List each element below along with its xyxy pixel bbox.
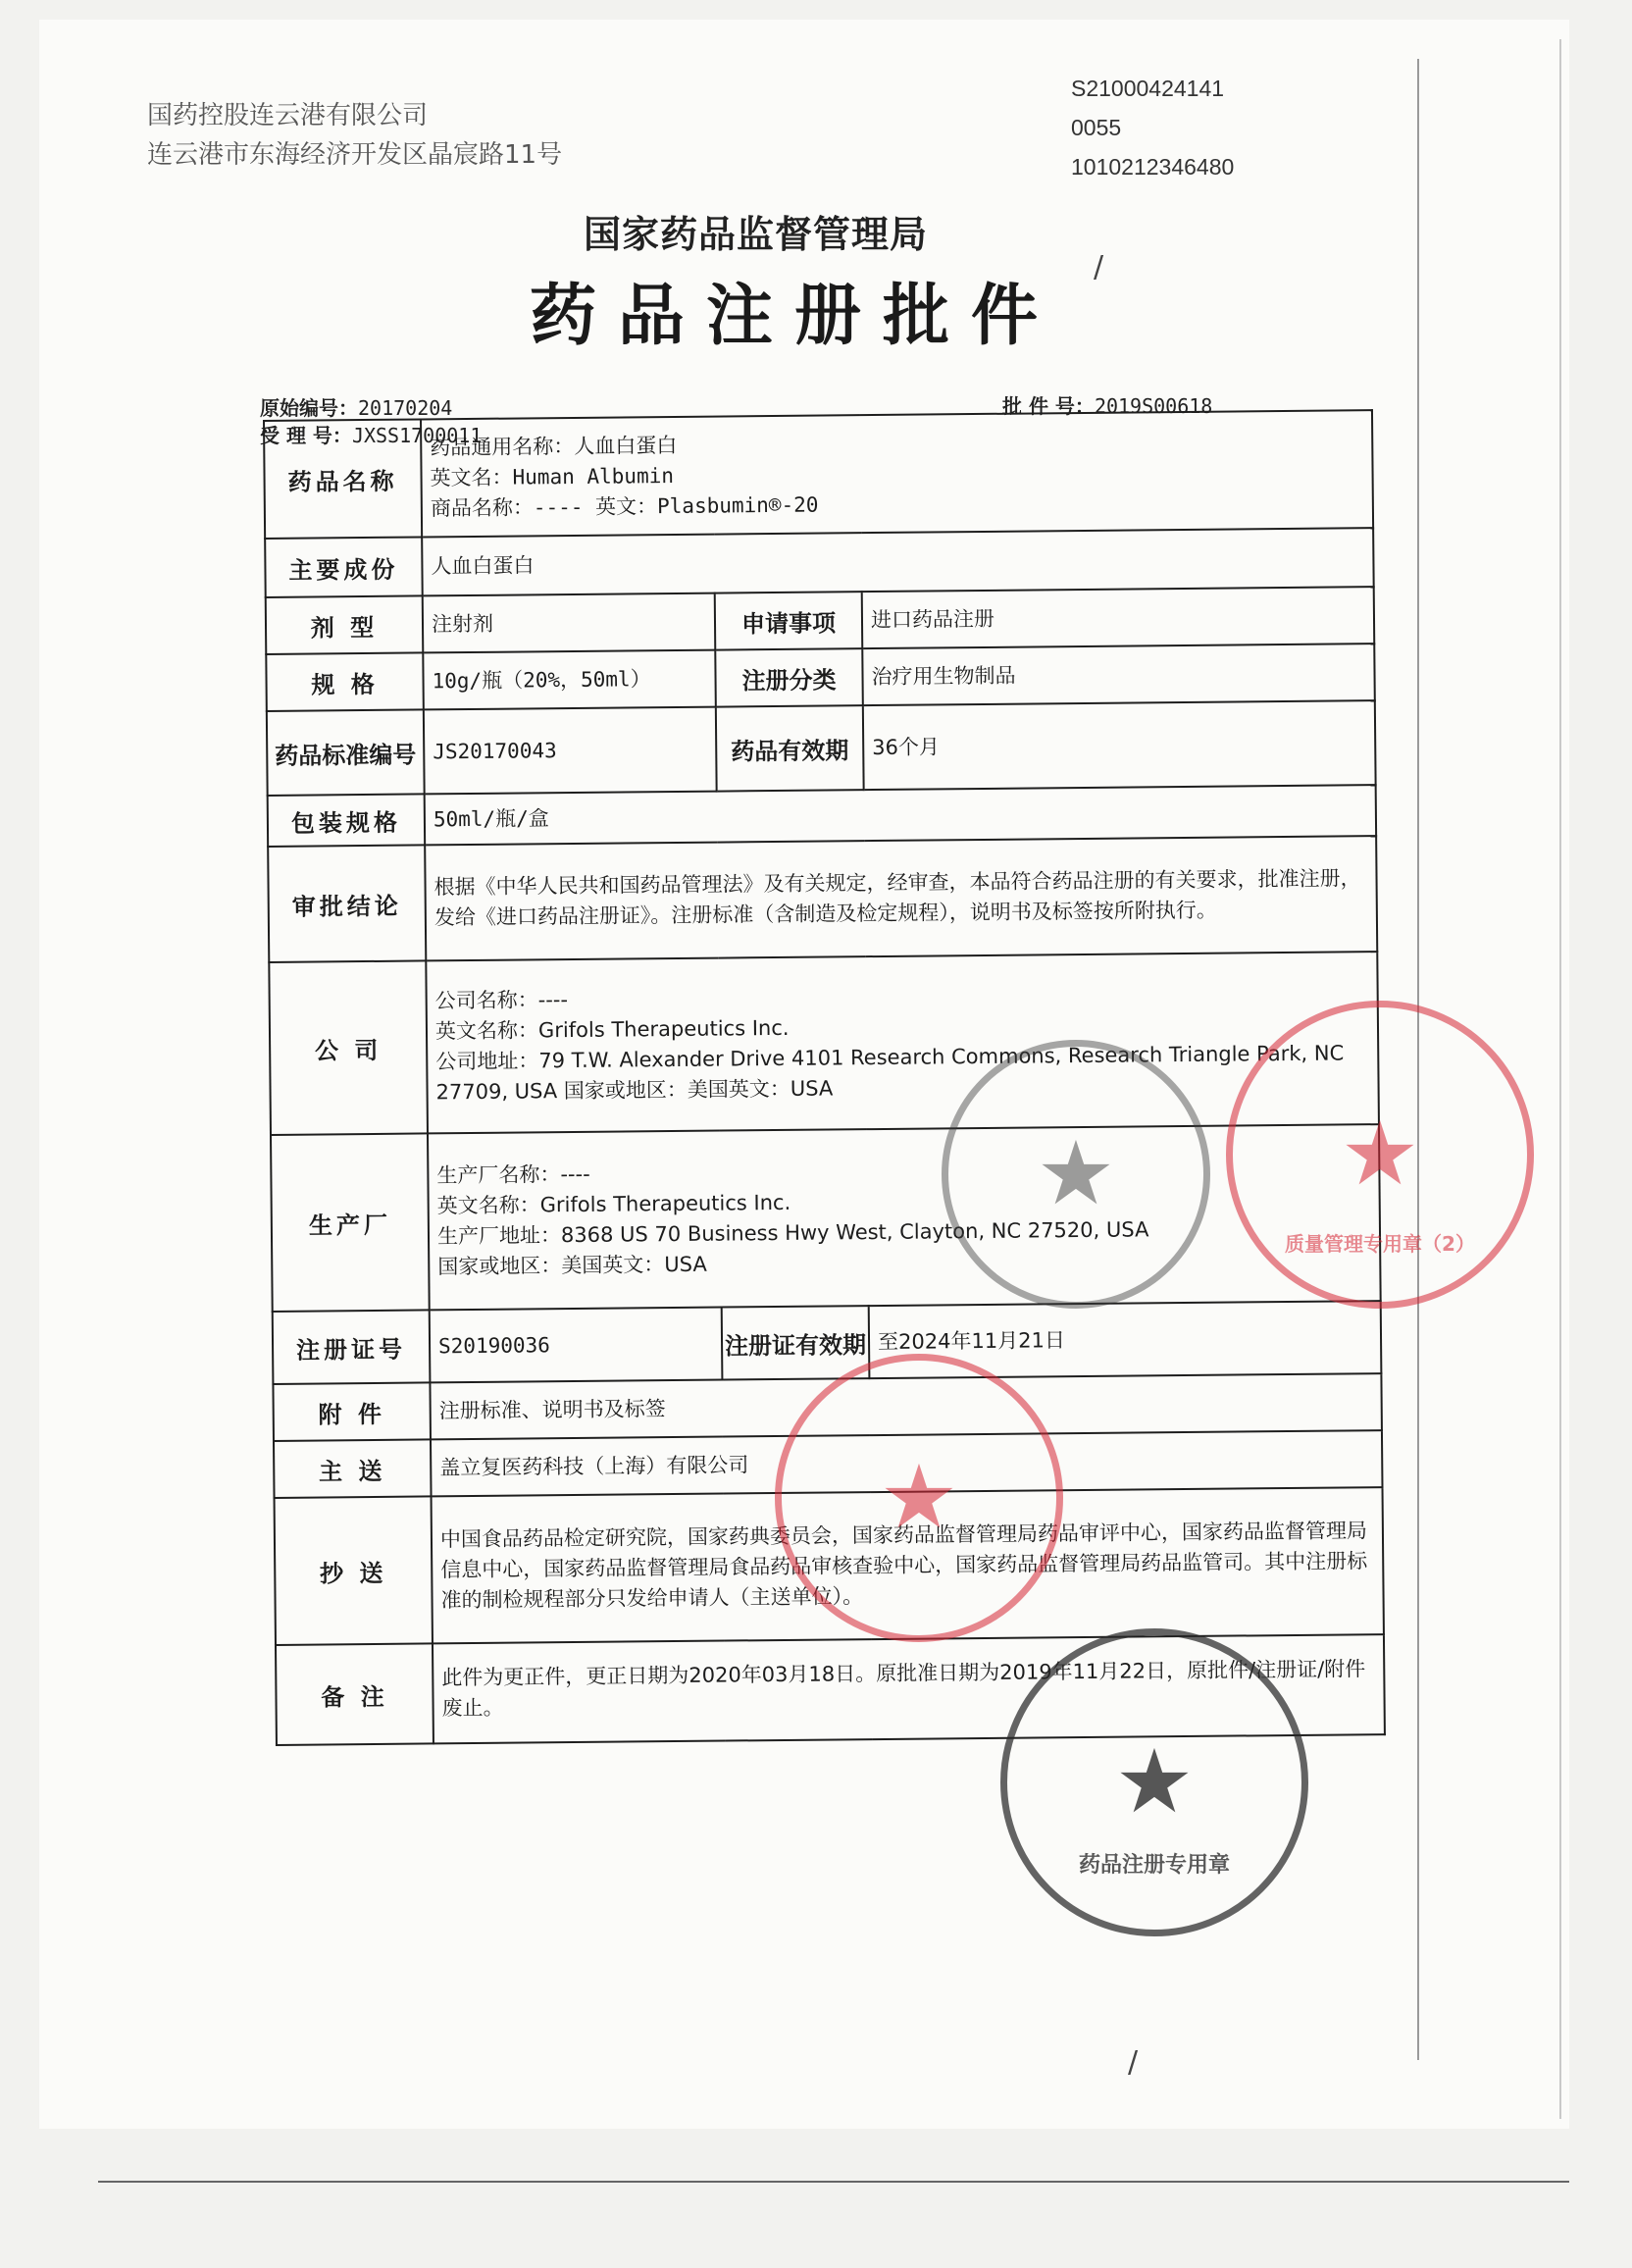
tracking-ids xyxy=(1071,69,1234,186)
manufacturer-country: 国家或地区：美国英文：USA xyxy=(437,1252,707,1279)
scan-edge-line xyxy=(1559,39,1561,2119)
original-number-value: 20170204 xyxy=(358,396,453,420)
table-row xyxy=(269,952,1379,1135)
row-label: 附 件 xyxy=(273,1382,431,1441)
generic-name: 药品通用名称：人血白蛋白 xyxy=(430,433,678,459)
star-icon: ★ xyxy=(1340,1103,1420,1206)
issuer-header xyxy=(147,96,562,175)
row-label: 申请事项 xyxy=(715,592,863,649)
issuer-address: 连云港市东海经济开发区晶宸路11号 xyxy=(147,140,563,170)
shelf-life-value: 36个月 xyxy=(863,700,1376,790)
pen-mark: / xyxy=(1128,2045,1139,2080)
tracking-id: 1010212346480 xyxy=(1071,154,1235,180)
table-row xyxy=(267,700,1376,796)
certificate-validity-value: 至2024年11月21日 xyxy=(869,1301,1382,1378)
table-row xyxy=(268,836,1377,962)
row-label: 剂 型 xyxy=(266,595,424,654)
quality-seal-stamp xyxy=(1226,1001,1534,1309)
issuer-company: 国药控股连云港有限公司 xyxy=(147,101,429,130)
official-seal-label: 药品注册专用章 xyxy=(1078,1853,1230,1878)
registration-category-value: 治疗用生物制品 xyxy=(862,644,1375,705)
row-label: 包装规格 xyxy=(268,794,425,847)
tracking-id: S21000424141 xyxy=(1071,76,1225,101)
table-row xyxy=(264,410,1373,539)
conclusion-value: 根据《中华人民共和国药品管理法》及有关规定，经审查，本品符合药品注册的有关要求，批准注册，发给《进口药品注册证》。注册标准（含制造及检定规程），说明书及标签按所附执行。 xyxy=(425,836,1377,960)
original-number-label: 原始编号： xyxy=(260,396,358,420)
registration-number-value: S20190036 xyxy=(430,1308,723,1383)
document-title: 药品注册批件 xyxy=(530,277,1060,355)
row-label: 注册证号 xyxy=(273,1310,431,1384)
star-icon: ★ xyxy=(1114,1730,1195,1833)
spec-value: 10g/瓶（20%，50ml） xyxy=(423,650,716,710)
star-icon: ★ xyxy=(1036,1122,1116,1225)
row-label: 抄 送 xyxy=(275,1496,433,1645)
manufacturer-name: 生产厂名称：---- xyxy=(436,1161,590,1188)
company-english-name: 英文名称：Grifols Therapeutics Inc. xyxy=(434,1015,790,1044)
remarks-value: 此件为更正件，更正日期为2020年03月18日。原批准日期为2019年11月22日，原批件/注册证/附件废止。 xyxy=(433,1634,1385,1743)
original-number xyxy=(260,392,452,421)
dosage-value: 注射剂 xyxy=(423,593,716,653)
row-label: 备 注 xyxy=(276,1643,434,1745)
send-to-value: 盖立复医药科技（上海）有限公司 xyxy=(431,1430,1383,1496)
row-label: 公 司 xyxy=(269,960,428,1135)
trade-name: 商品名称：---- 英文：Plasbumin®-20 xyxy=(430,492,819,520)
ingredient-value: 人血白蛋白 xyxy=(422,528,1374,595)
acceptance-number-value: JXSS1700011 xyxy=(351,424,483,447)
row-label: 规 格 xyxy=(266,652,424,711)
table-row xyxy=(271,1124,1381,1312)
package-value: 50ml/瓶/盒 xyxy=(425,785,1376,845)
approval-number-value: 2019S00618 xyxy=(1094,394,1213,418)
company-address: 公司地址：79 T.W. Alexander Drive 4101 Research Commons, Research Triangle Park, NC 27709, USA 国家或地区：美国英文：USA xyxy=(435,1041,1345,1105)
standard-number-value: JS20170043 xyxy=(424,707,717,795)
agency-name: 国家药品监督管理局 xyxy=(584,213,929,256)
company-seal-stamp xyxy=(942,1040,1210,1309)
row-label: 主 送 xyxy=(274,1439,432,1498)
manufacturer-address: 生产厂地址：8368 US 70 Business Hwy West, Clayton, NC 27520, USA xyxy=(436,1217,1149,1249)
quality-seal-label: 质量管理专用章（2） xyxy=(1285,1232,1475,1256)
star-icon: ★ xyxy=(879,1446,959,1549)
company-name: 公司名称：---- xyxy=(434,988,569,1013)
official-registration-seal xyxy=(1000,1628,1308,1936)
manufacturer-english-name: 英文名称：Grifols Therapeutics Inc. xyxy=(436,1190,791,1218)
cc-value: 中国食品药品检定研究院，国家药典委员会，国家药品监督管理局药品审评中心，国家药品监督管理局信息中心，国家药品监督管理局食品药品审核查验中心，国家药品监督管理局药品监管司。其中注册标准的制检规程部分只发给申请人（主送单位）。 xyxy=(432,1487,1384,1643)
table-row xyxy=(266,644,1375,711)
row-label: 注册证有效期 xyxy=(722,1306,870,1379)
row-label: 主要成份 xyxy=(265,537,423,597)
drug-name-cell xyxy=(421,410,1373,537)
row-label: 生产厂 xyxy=(271,1133,430,1312)
pen-mark: / xyxy=(1094,250,1104,284)
row-label: 药品名称 xyxy=(264,419,422,539)
table-row xyxy=(266,587,1375,654)
row-label: 药品有效期 xyxy=(716,705,864,791)
table-row xyxy=(273,1301,1382,1384)
scan-edge-line xyxy=(98,2181,1569,2183)
row-label: 药品标准编号 xyxy=(267,709,425,796)
application-type-value: 进口药品注册 xyxy=(862,587,1375,648)
row-label: 注册分类 xyxy=(715,648,863,706)
attachment-value: 注册标准、说明书及标签 xyxy=(430,1373,1382,1439)
tracking-id: 0055 xyxy=(1071,115,1122,140)
english-name: 英文名：Human Albumin xyxy=(430,463,675,490)
table-row xyxy=(265,528,1374,597)
row-label: 审批结论 xyxy=(268,845,426,962)
distributor-seal-stamp xyxy=(775,1354,1063,1642)
acceptance-number-label: 受 理 号： xyxy=(260,424,352,447)
approval-number-label: 批 件 号： xyxy=(1002,394,1095,418)
